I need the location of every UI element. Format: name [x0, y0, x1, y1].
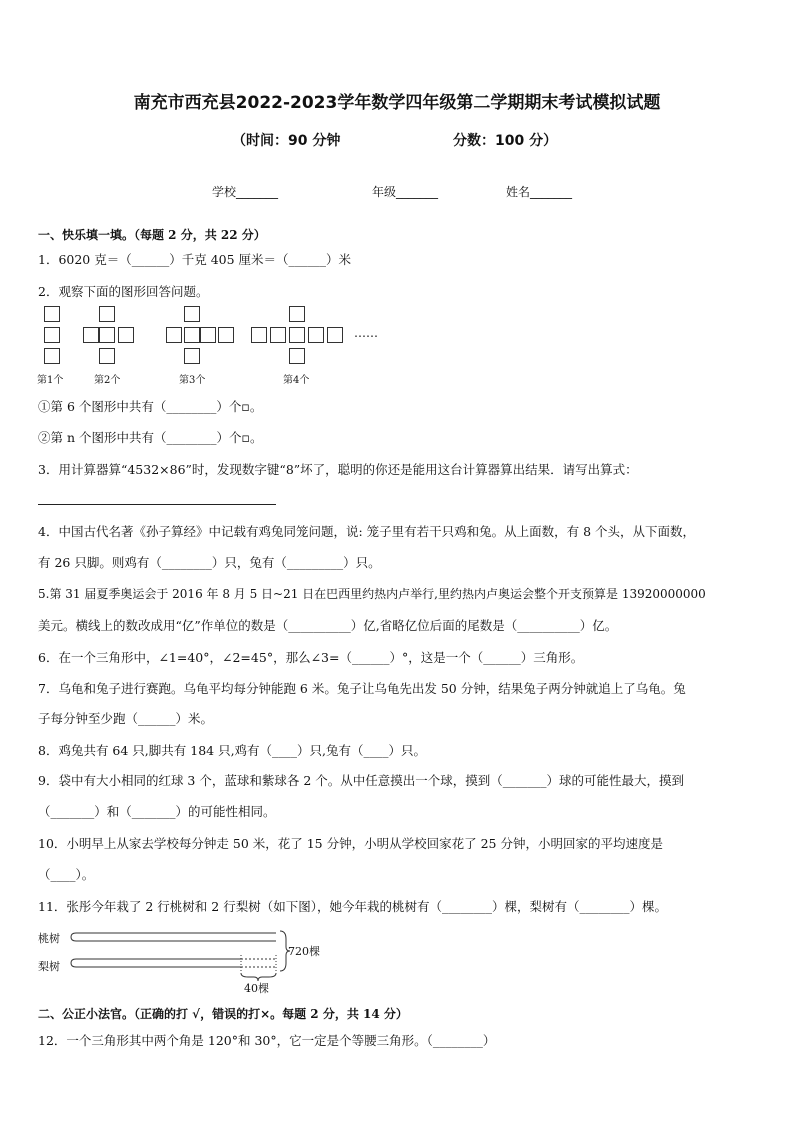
- square-icon: [118, 327, 134, 343]
- question-2-part-2: ②第 n 个图形中共有（________）个▫。: [38, 430, 263, 445]
- square-icon: [99, 348, 115, 364]
- answer-line: [38, 504, 276, 505]
- square-icon: [44, 327, 60, 343]
- page-title: 南充市西充县2022-2023学年数学四年级第二学期期末考试模拟试题: [133, 93, 661, 113]
- figure-caption: 第4个: [283, 375, 310, 386]
- question-1: 1．6020 克＝（______）千克 405 厘米＝（______）米: [38, 252, 352, 267]
- square-icon: [44, 348, 60, 364]
- total-label: 720棵: [288, 945, 320, 958]
- question-6: 6．在一个三角形中，∠1=40°，∠2=45°，那么∠3=（______）°，这是一个（______）三角形。: [38, 650, 584, 665]
- square-icon: [184, 348, 200, 364]
- figure-caption: 第2个: [94, 375, 121, 386]
- square-icon: [184, 306, 200, 322]
- square-icon: [270, 327, 286, 343]
- question-10-line-1: 10．小明早上从家去学校每分钟走 50 米，花了 15 分钟，小明从学校回家花了 25 分钟，小明回家的平均速度是: [38, 836, 663, 851]
- section-1-heading: 一、快乐填一填。（每题 2 分，共 22 分）: [38, 228, 266, 242]
- square-icon: [289, 327, 305, 343]
- square-icon: [308, 327, 324, 343]
- grade-field: 年级_______: [372, 185, 439, 199]
- square-icon: [83, 327, 99, 343]
- figure-caption: 第3个: [179, 375, 206, 386]
- question-2: 2．观察下面的图形回答问题。: [38, 284, 209, 299]
- square-icon: [184, 327, 200, 343]
- square-icon: [327, 327, 343, 343]
- question-4-line-1: 4．中国古代名著《孙子算经》中记载有鸡兔同笼问题，说: 笼子里有若干只鸡和兔。从上面数，有 8 个头，从下面数，: [38, 524, 696, 539]
- question-9-line-2: （_______）和（_______）的可能性相同。: [38, 804, 276, 819]
- tree-rows-lines: [66, 925, 336, 995]
- peach-label: 桃树: [38, 932, 60, 945]
- question-11: 11．张彤今年栽了 2 行桃树和 2 行梨树（如下图），她今年栽的桃树有（________）棵，梨树有（________）棵。: [38, 899, 667, 914]
- question-2-part-1: ①第 6 个图形中共有（________）个▫。: [38, 399, 263, 414]
- ellipsis: ……: [354, 326, 378, 340]
- square-icon: [99, 306, 115, 322]
- figure-caption: 第1个: [37, 375, 64, 386]
- section-2-heading: 二、公正小法官。（正确的打 √，错误的打×。每题 2 分，共 14 分）: [38, 1007, 408, 1021]
- exam-time: （时间：90 分钟: [232, 133, 341, 149]
- square-icon: [166, 327, 182, 343]
- square-icon: [218, 327, 234, 343]
- exam-score: 分数：100 分）: [453, 133, 558, 149]
- question-3: 3．用计算器算“4532×86”时，发现数字键“8”坏了，聪明的你还是能用这台计算器算出结果．请写出算式：: [38, 462, 638, 477]
- difference-label: 40棵: [244, 982, 269, 995]
- question-9-line-1: 9．袋中有大小相同的红球 3 个，蓝球和紫球各 2 个。从中任意摸出一个球，摸到（_______）球的可能性最大，摸到: [38, 773, 685, 788]
- question-7-line-2: 子每分钟至少跑（______）米。: [38, 711, 214, 726]
- name-field: 姓名_______: [506, 185, 573, 199]
- school-field: 学校_______: [212, 185, 279, 199]
- square-icon: [289, 306, 305, 322]
- square-icon: [251, 327, 267, 343]
- question-4-line-2: 有 26 只脚。则鸡有（________）只，兔有（_________）只。: [38, 555, 381, 570]
- question-5-line-2: 美元。横线上的数改成用“亿”作单位的数是（__________）亿,省略亿位后面的尾数是（__________）亿。: [38, 618, 618, 633]
- question-10-line-2: （____）。: [38, 867, 95, 882]
- pear-label: 梨树: [38, 960, 60, 973]
- question-5-line-1: 5.第 31 届夏季奥运会于 2016 年 8 月 5 日~21 日在巴西里约热内卢举行,里约热内卢奥运会整个开支预算是 13920000000: [38, 587, 706, 601]
- square-icon: [289, 348, 305, 364]
- question-7-line-1: 7．乌龟和兔子进行赛跑。乌龟平均每分钟能跑 6 米。兔子让乌龟先出发 50 分钟，结果兔子两分钟就追上了乌龟。兔: [38, 681, 686, 696]
- square-icon: [44, 306, 60, 322]
- square-icon: [99, 327, 115, 343]
- square-icon: [200, 327, 216, 343]
- question-12: 12．一个三角形其中两个角是 120°和 30°，它一定是个等腰三角形。（________）: [38, 1033, 496, 1048]
- question-8: 8．鸡兔共有 64 只,脚共有 184 只,鸡有（____）只,兔有（____）只。: [38, 743, 427, 758]
